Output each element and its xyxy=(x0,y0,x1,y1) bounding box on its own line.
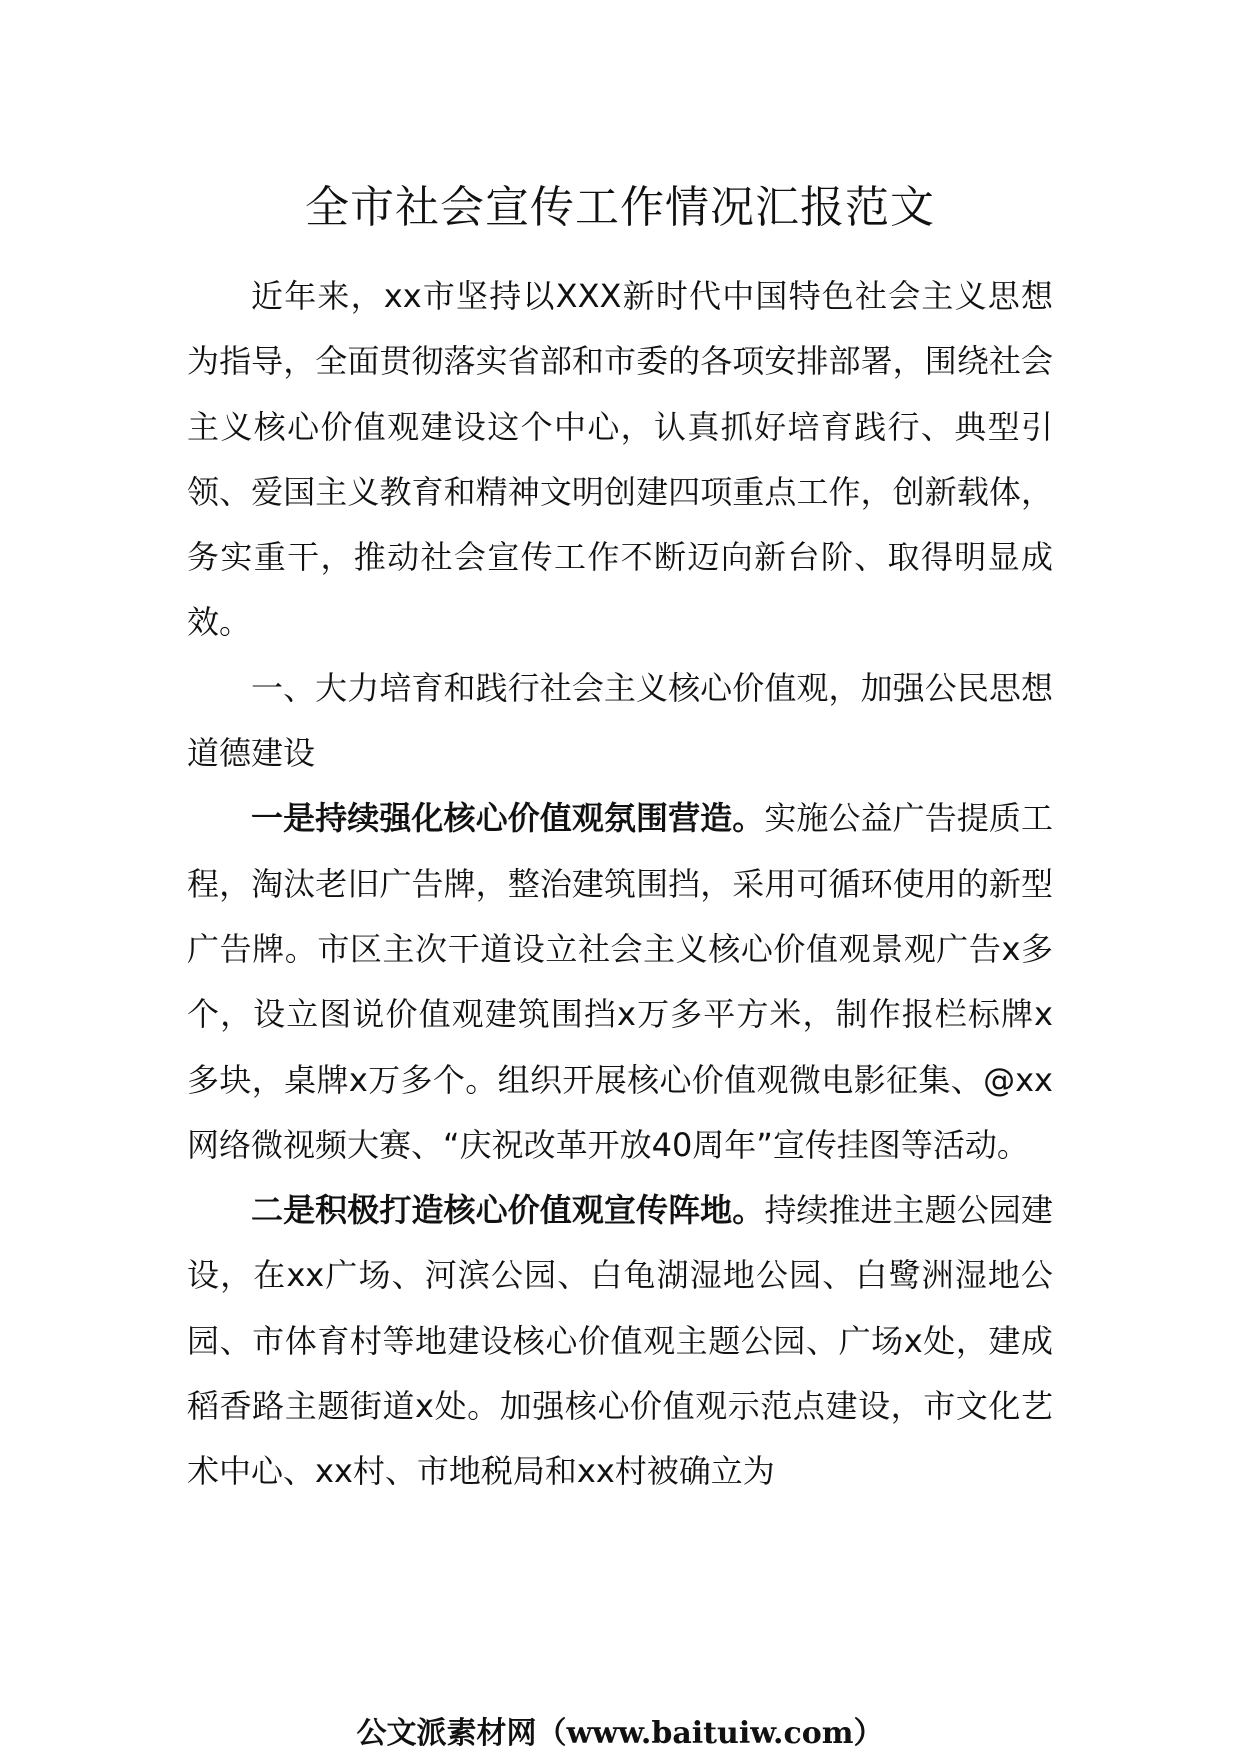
paragraph-intro xyxy=(187,264,1053,656)
section-heading-text: 一、大力培育和践行社会主义核心价值观，加强公民思想道德建设 xyxy=(187,668,1053,773)
paragraph-section-heading xyxy=(187,656,1053,787)
paragraph-text: 实施公益广告提质工程，淘汰老旧广告牌，整治建筑围挡，采用可循环使用的新型广告牌。市区主次干道设立社会主义核心价值观景观广告x多个，设立图说价值观建筑围挡x万多平方米，制作报栏标牌x多块，桌牌x万多个。组织开展核心价值观微电影征集、@xx网络微视频大赛、“庆祝改革开放40周年”宣传挂图等活动。 xyxy=(187,799,1053,1164)
paragraph-text: 持续推进主题公园建设，在xx广场、河滨公园、白龟湖湿地公园、白鹭洲湿地公园、市体育村等地建设核心价值观主题公园、广场x处，建成稻香路主题街道x处。加强核心价值观示范点建设，市文化艺术中心、xx村、市地税局和xx村被确立为 xyxy=(187,1191,1053,1491)
document-title: 全市社会宣传工作情况汇报范文 xyxy=(305,182,935,233)
paragraph-item-1 xyxy=(187,786,1053,1178)
footer-watermark: 公文派素材网（www.baituiw.com） xyxy=(356,1716,884,1751)
document-body xyxy=(187,264,1053,1505)
paragraph-lead: 一是持续强化核心价值观氛围营造。 xyxy=(251,799,765,838)
paragraph-item-2 xyxy=(187,1178,1053,1504)
paragraph-text: 近年来，xx市坚持以XXX新时代中国特色社会主义思想为指导，全面贯彻落实省部和市委的各项安排部署，围绕社会主义核心价值观建设这个中心，认真抓好培育践行、典型引领、爱国主义教育和精神文明创建四项重点工作，创新载体，务实重干，推动社会宣传工作不断迈向新台阶、取得明显成效。 xyxy=(187,277,1053,642)
paragraph-lead: 二是积极打造核心价值观宣传阵地。 xyxy=(251,1191,765,1230)
